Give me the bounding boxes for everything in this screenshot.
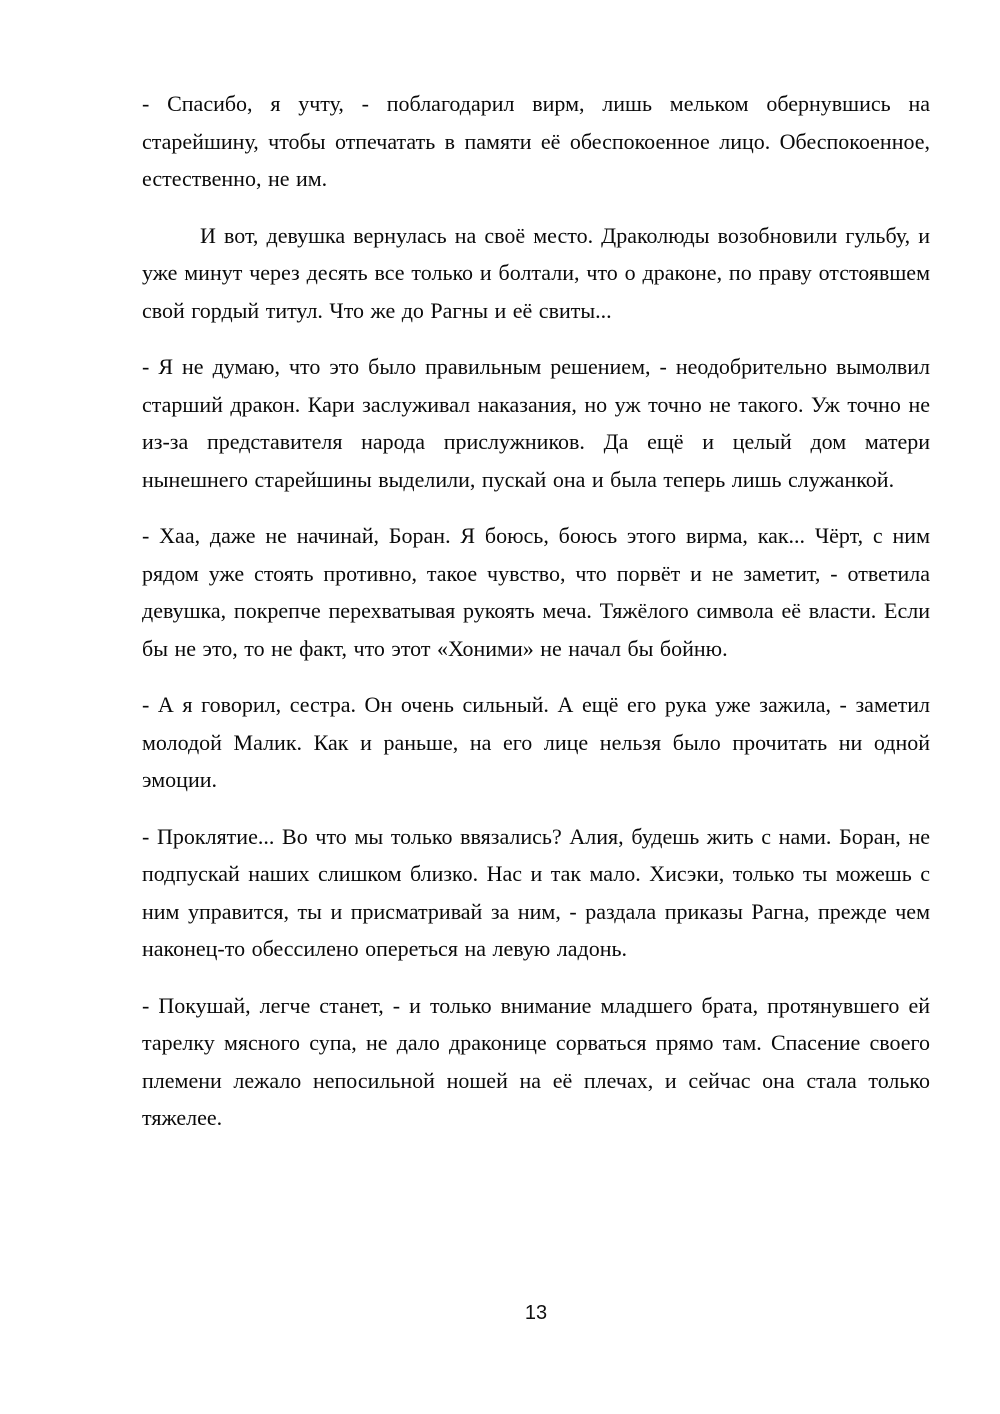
paragraph: - Покушай, легче станет, - и только внимание младшего брата, протянувшего ей тарелку мясного супа, не дало драконице сорваться прямо там. Спасение своего племени лежало непосильной ношей на её плечах, и сейчас она стала только тяжелее. (142, 992, 930, 1130)
text-body (142, 85, 930, 1156)
page-number: 13 (524, 1302, 548, 1324)
paragraph: - Я не думаю, что это было правильным решением, - неодобрительно вымолвил старший дракон. Кари заслуживал наказания, но уж точно не такого. Уж точно не из-за представителя народа прислужников. Да ещё и целый дом матери нынешнего старейшины выделили, пускай она и была теперь лишь служанкой. (142, 354, 930, 492)
paragraph: - Хаа, даже не начинай, Боран. Я боюсь, боюсь этого вирма, как... Чёрт, с ним рядом уже стоять противно, такое чувство, что порвёт и не заметит, - ответила девушка, покрепче перехватывая рукоять меча. Тяжёлого символа её власти. Если бы не это, то не факт, что этот «Хоними» не начал бы бойню. (142, 523, 930, 661)
paragraph: И вот, девушка вернулась на своё место. Драколюды возобновили гульбу, и уже минут через десять все только и болтали, что о драконе, по праву отстоявшем свой гордый титул. Что же до Рагны и её свиты... (142, 222, 930, 323)
paragraph: - А я говорил, сестра. Он очень сильный. А ещё его рука уже зажила, - заметил молодой Малик. Как и раньше, на его лице нельзя было прочитать ни одной эмоции. (142, 692, 930, 792)
paragraph: - Спасибо, я учту, - поблагодарил вирм, лишь мельком обернувшись на старейшину, чтобы отпечатать в памяти её обеспокоенное лицо. Обеспокоенное, естественно, не им. (142, 91, 930, 191)
paragraph: - Проклятие... Во что мы только ввязались? Алия, будешь жить с нами. Боран, не подпускай наших слишком близко. Нас и так мало. Хисэки, только ты можешь с ним управится, ты и присматривай за ним, - раздала приказы Рагна, прежде чем наконец-то обессилено опереться на левую ладонь. (142, 823, 930, 961)
